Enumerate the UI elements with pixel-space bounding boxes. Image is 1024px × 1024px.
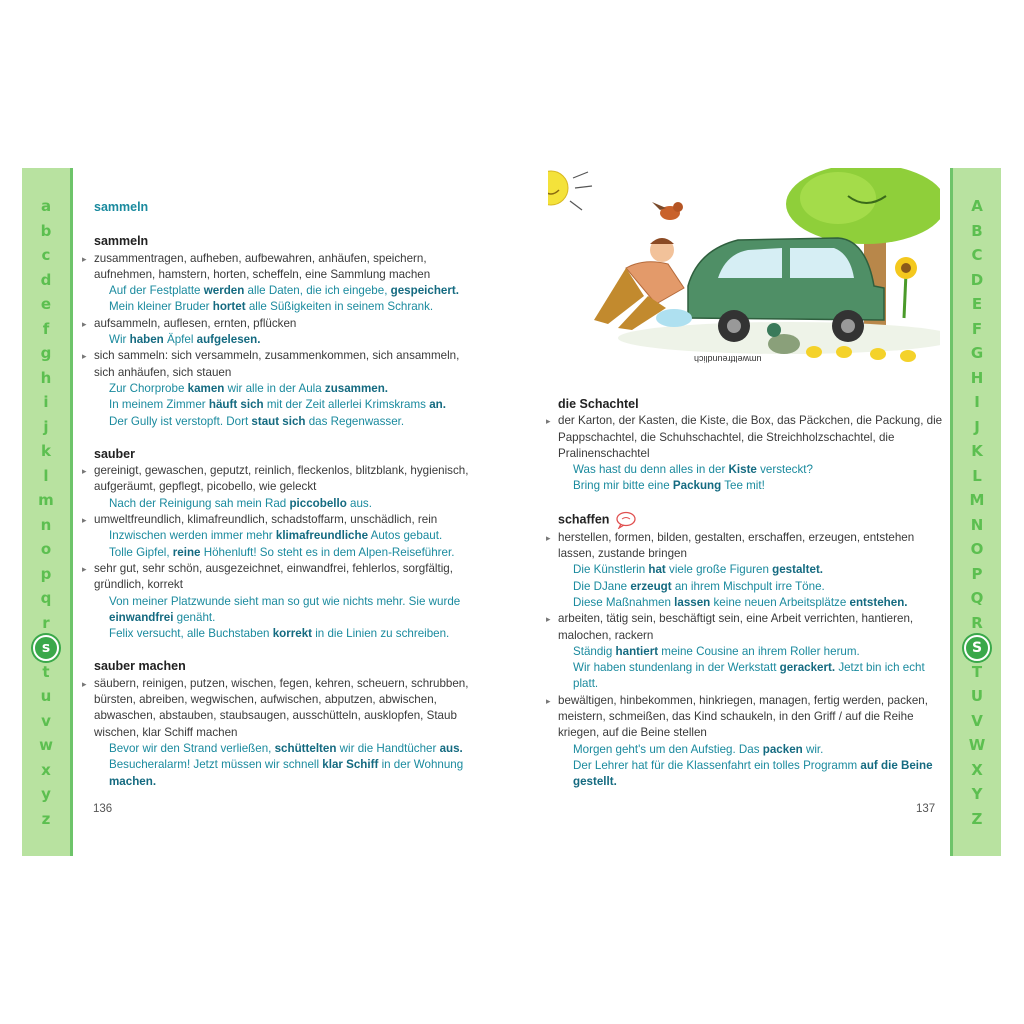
left-entry-list	[82, 233, 482, 790]
dictionary-entry	[82, 233, 482, 430]
left-tab-letter-m[interactable]: m	[38, 491, 54, 509]
right-tab-letter-l[interactable]: L	[972, 466, 982, 485]
dictionary-entry	[546, 511, 946, 791]
right-tab-letter-k[interactable]: K	[971, 442, 983, 460]
active-letter-circle: S	[964, 635, 990, 661]
left-tab-letter-s[interactable]	[22, 635, 70, 660]
example-sentence: Zur Chorprobe kamen wir alle in der Aula zusammen.	[109, 381, 389, 395]
speech-bubble-icon	[615, 511, 637, 529]
left-tab-letter-o[interactable]: o	[40, 540, 52, 558]
entry-title: sauber	[94, 446, 135, 461]
right-tab-letter-x[interactable]: X	[971, 760, 983, 779]
synonym-list: ▸ sich sammeln: sich versammeln, zusammenkommen, sich ansammeln, sich anhäufen, sich stauen	[82, 348, 482, 381]
right-tab-letter-o[interactable]: O	[970, 540, 984, 558]
alphabet-tab-right	[950, 168, 1001, 856]
left-tab-letter-z[interactable]: z	[41, 809, 51, 828]
right-tab-letter-h[interactable]: H	[970, 368, 984, 387]
illustration-caption: umweltfreundlich	[694, 354, 762, 364]
running-head-word: sammeln	[94, 200, 149, 214]
left-tab-letter-h[interactable]: h	[40, 368, 52, 387]
synonym-list: ▸ herstellen, formen, bilden, gestalten, erschaffen, erzeugen, entstehen lassen, zustande bringen	[546, 530, 946, 563]
left-tab-letter-c[interactable]: c	[41, 246, 51, 264]
left-tab-letter-r[interactable]: r	[42, 613, 50, 632]
synonym-list: ▸ sehr gut, sehr schön, ausgezeichnet, einwandfrei, fehlerlos, sorgfältig, gründlich, korrekt	[82, 561, 482, 594]
example-sentence: Tolle Gipfel, reine Höhenluft! So steht es in dem Alpen-Reiseführer.	[109, 545, 455, 559]
right-tab-letter-b[interactable]: B	[971, 221, 983, 240]
right-tab-letter-f[interactable]: F	[971, 319, 983, 338]
left-tab-letter-d[interactable]: d	[40, 270, 52, 289]
right-tab-letter-w[interactable]: W	[968, 736, 986, 754]
example-sentence: Ständig hantiert meine Cousine an ihrem Roller herum.	[573, 644, 860, 658]
left-tab-letter-q[interactable]: q	[40, 589, 52, 607]
right-tab-letter-i[interactable]: I	[974, 393, 980, 411]
example-sentence: Wir haben stundenlang in der Werkstatt gerackert. Jetzt bin ich echt platt.	[573, 661, 925, 691]
left-tab-letter-n[interactable]: n	[40, 515, 52, 534]
left-tab-letter-y[interactable]: y	[41, 785, 51, 803]
sunflower-icon	[895, 257, 917, 318]
right-tab-letter-m[interactable]: M	[969, 491, 985, 509]
example-sentence: Besucheralarm! Jetzt müssen wir schnell klar Schiff in der Wohnung machen.	[109, 758, 464, 788]
right-tab-letter-s[interactable]	[953, 635, 1001, 660]
left-tab-letter-t[interactable]: t	[42, 662, 50, 681]
left-tab-letter-u[interactable]: u	[40, 687, 52, 705]
example-sentence: Der Lehrer hat für die Klassenfahrt ein tolles Programm auf die Beine gestellt.	[573, 758, 933, 789]
left-tab-letter-v[interactable]: v	[41, 711, 51, 730]
dictionary-entry	[82, 446, 482, 643]
example-sentence: Bevor wir den Strand verließen, schüttelten wir die Handtücher aus.	[109, 741, 463, 755]
bird-icon	[652, 202, 683, 220]
sun-icon	[548, 171, 568, 205]
synonym-list: ▸ der Karton, der Kasten, die Kiste, die Box, das Päckchen, die Packung, die Pappschachtel, die Schuhschachtel, die Streichholzschachtel, die Pralinenschachtel	[546, 413, 946, 462]
synonym-list: ▸ umweltfreundlich, klimafreundlich, schadstoffarm, unschädlich, rein	[82, 512, 482, 528]
right-tab-letter-r[interactable]: R	[971, 613, 983, 632]
synonym-list: ▸ arbeiten, tätig sein, beschäftigt sein, eine Arbeit verrichten, hantieren, malochen, rackern	[546, 611, 946, 644]
example-sentence: Auf der Festplatte werden alle Daten, die ich eingebe, gespeichert.	[109, 284, 459, 298]
left-tab-letter-e[interactable]: e	[40, 295, 52, 313]
left-tab-letter-f[interactable]: f	[42, 319, 50, 338]
illustration-svg	[548, 168, 940, 378]
dictionary-entry	[82, 658, 482, 789]
active-letter-circle: s	[33, 635, 59, 661]
right-tab-letter-g[interactable]: G	[970, 344, 984, 362]
example-sentence: Der Gully ist verstopft. Dort staut sich das Regenwasser.	[109, 414, 405, 428]
left-tab-letter-j[interactable]: j	[43, 417, 49, 436]
right-tab-letter-y[interactable]: Y	[971, 785, 983, 803]
left-tab-letter-k[interactable]: k	[41, 442, 51, 460]
right-tab-letter-n[interactable]: N	[970, 515, 984, 534]
entry-title: schaffen	[546, 511, 946, 529]
entry-title: die Schachtel	[558, 397, 639, 411]
example-sentence: Wir haben Äpfel aufgelesen.	[109, 333, 261, 347]
synonym-list: ▸ säubern, reinigen, putzen, wischen, fegen, kehren, scheuern, schrubben, bürsten, abreiben, wegwischen, aufwischen, abputzen, abwischen, abwaschen, abstauben, staubsaugen, ausschütteln, ausklopfen, Staub wischen, klar Schiff machen	[82, 676, 482, 741]
example-sentence: Von meiner Platzwunde sieht man so gut wie nichts mehr. Sie wurde einwandfrei genäht.	[109, 594, 461, 624]
example-sentence: Felix versucht, alle Buchstaben korrekt in die Linien zu schreiben.	[109, 627, 450, 641]
example-sentence: Morgen geht's um den Aufstieg. Das packen wir.	[573, 742, 824, 756]
page-number-left: 136	[93, 803, 113, 815]
example-sentence: Was hast du denn alles in der Kiste versteckt?	[573, 463, 813, 477]
left-tab-letter-a[interactable]: a	[40, 197, 52, 215]
synonym-list: ▸ zusammentragen, aufheben, aufbewahren, anhäufen, speichern, aufnehmen, hamstern, horten, scheffeln, eine Sammlung machen	[82, 251, 482, 284]
entry-title: sauber machen	[94, 659, 186, 674]
right-tab-letter-u[interactable]: U	[970, 687, 984, 705]
right-tab-letter-e[interactable]: E	[971, 295, 983, 313]
car-pushing-illustration	[548, 168, 940, 378]
left-page-content	[82, 199, 482, 806]
left-tab-letter-x[interactable]: x	[41, 760, 51, 779]
right-tab-letter-a[interactable]: A	[971, 197, 983, 215]
right-page-content	[546, 396, 946, 807]
right-tab-letter-q[interactable]: Q	[970, 589, 984, 607]
right-tab-letter-t[interactable]: T	[971, 662, 983, 681]
example-sentence: Die Künstlerin hat viele große Figuren gestaltet.	[573, 563, 824, 577]
right-tab-letter-d[interactable]: D	[970, 270, 984, 289]
left-tab-letter-p[interactable]: p	[40, 564, 52, 583]
alphabet-tab-left	[22, 168, 73, 856]
example-sentence: Die DJane erzeugt an ihrem Mischpult irre Töne.	[573, 579, 825, 593]
left-tab-letter-g[interactable]: g	[40, 344, 52, 362]
left-tab-letter-w[interactable]: w	[39, 736, 53, 754]
right-tab-letter-j[interactable]: J	[974, 417, 980, 436]
synonym-list: ▸ aufsammeln, auflesen, ernten, pflücken	[82, 316, 482, 332]
example-sentence: Nach der Reinigung sah mein Rad piccobello aus.	[109, 496, 372, 510]
synonym-list: ▸ gereinigt, gewaschen, geputzt, reinlich, fleckenlos, blitzblank, hygienisch, aufgeräumt, gepflegt, picobello, wie geleckt	[82, 463, 482, 496]
example-sentence: In meinem Zimmer häuft sich mit der Zeit allerlei Krimskrams an.	[109, 398, 446, 412]
left-tab-letter-i[interactable]: i	[43, 393, 49, 411]
dictionary-entry	[546, 396, 946, 495]
left-tab-letter-l[interactable]: l	[43, 466, 49, 485]
left-tab-letter-b[interactable]: b	[40, 221, 52, 240]
entry-title: sammeln	[94, 234, 149, 249]
right-entry-list	[546, 396, 946, 791]
example-sentence: Mein kleiner Bruder hortet alle Süßigkeiten in seinem Schrank.	[109, 300, 434, 314]
right-tab-letter-z[interactable]: Z	[971, 809, 983, 828]
person-pushing-icon	[594, 238, 692, 330]
page-number-right: 137	[916, 803, 936, 815]
right-tab-letter-v[interactable]: V	[971, 711, 983, 730]
example-sentence: Bring mir bitte eine Packung Tee mit!	[573, 479, 765, 493]
right-tab-letter-c[interactable]: C	[971, 246, 983, 264]
example-sentence: Inzwischen werden immer mehr klimafreundliche Autos gebaut.	[109, 529, 443, 543]
synonym-list: ▸ bewältigen, hinbekommen, hinkriegen, managen, fertig werden, packen, meistern, schmeißen, das Kind schaukeln, in den Griff / auf die Reihe kriegen, auf die Beine stellen	[546, 693, 946, 742]
right-tab-letter-p[interactable]: P	[971, 564, 983, 583]
example-sentence: Diese Maßnahmen lassen keine neuen Arbeitsplätze entstehen.	[573, 595, 908, 609]
